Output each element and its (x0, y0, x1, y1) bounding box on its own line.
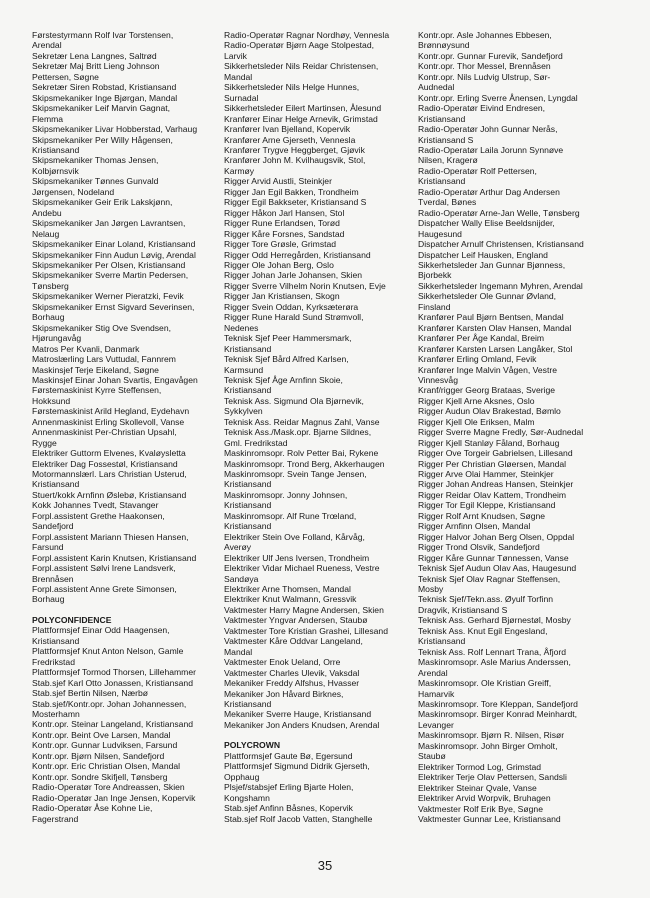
list-item: Skipsmekaniker Per Olsen, Kristiansand (32, 259, 186, 270)
list-item: Kristiansand (224, 343, 272, 354)
list-item: Elektriker Steinar Qvale, Vanse (418, 782, 537, 793)
list-item: Sandøya (224, 573, 259, 584)
list-item: Radio-Operatør Bjørn Aage Stolpestad, (224, 40, 374, 51)
list-item: Vinnesvåg (418, 374, 458, 385)
list-item: Maskinromsopr. Jonny Johnsen, (224, 489, 348, 500)
list-item: Forpl.assistent Anne Grete Simonsen, (32, 584, 177, 595)
column-2 (224, 30, 416, 824)
list-item: Farsund (32, 542, 64, 553)
list-item: Rigger Jan Egil Bakken, Trondheim (224, 186, 359, 197)
list-item: Vaktmester Yngvar Andersen, Staubø (224, 615, 368, 626)
list-item: Nilsen, Kragerø (418, 155, 478, 166)
section-title-polycrown: POLYCROWN (224, 740, 281, 751)
list-item: Kranfører Paul Bjørn Bentsen, Mandal (418, 312, 564, 323)
list-item: Borhaug (32, 312, 65, 323)
list-item: Sikkerhetsleder Ole Gunnar Øvland, (418, 291, 557, 302)
list-item: Kokk Johannes Tvedt, Stavanger (32, 500, 159, 511)
list-item: Forpl.assistent Grethe Haakonsen, (32, 510, 165, 521)
list-item: Arendal (32, 40, 62, 51)
list-item: Vaktmester Enok Ueland, Orre (224, 657, 341, 668)
list-item: Elektriker Vidar Michael Rueness, Vestre (224, 563, 380, 574)
list-item: Radio-Operatør John Gunnar Nerås, (418, 124, 558, 135)
list-item: Kristiansand (418, 636, 466, 647)
list-item: Plattformsjef Einar Odd Haagensen, (32, 625, 170, 636)
list-item: Stab.sjef Karl Otto Jonassen, Kristiansand (32, 677, 193, 688)
list-item: Kristiansand S (418, 134, 474, 145)
list-item: Maskinromsopr. Bjørn R. Nilsen, Risør (418, 730, 565, 741)
list-item: Rigger Arvid Austli, Steinkjer (224, 176, 332, 187)
list-item: Radio-Operatør Arthur Dag Andersen (418, 186, 560, 197)
list-item: Hokksund (32, 395, 71, 406)
list-item: Kristiansand (418, 113, 466, 124)
list-item: Radio-Operatør Ragnar Nordhøy, Vennesla (224, 30, 390, 40)
list-item: Rigger Ove Torgeir Gabrielsen, Lillesand (418, 448, 573, 459)
list-item: Kristiansand (224, 385, 272, 396)
list-item: Mekaniker Freddy Alfshus, Hvasser (224, 678, 360, 689)
list-item: Skipsmekaniker Tønnes Gunvald (32, 176, 159, 187)
list-item: Pettersen, Søgne (32, 71, 99, 82)
list-item: Elektriker Tormod Log, Grimstad (418, 761, 542, 772)
list-item: Stab.sjef Rolf Jacob Vatten, Stanghelle (224, 813, 373, 824)
list-item: Forpl.assistent Sølvi Irene Landsverk, (32, 563, 176, 574)
list-item: Tverdal, Bønes (418, 197, 477, 208)
polycrown-list (224, 751, 416, 824)
list-item: Plattformsjef Knut Anton Nelson, Gamle (32, 646, 184, 657)
list-item: Førstestyrmann Rolf Ivar Torstensen, (32, 30, 174, 40)
list-item: Rigger Rune Erlandsen, Torød (224, 218, 340, 229)
list-item: Rigger Kjell Ole Eriksen, Malm (418, 416, 535, 427)
list-item: Kranfører Erling Omland, Fevik (418, 354, 537, 365)
list-item: Rigger Arve Olai Hammer, Steinkjer (418, 469, 554, 480)
list-item: Maskinromsopr. Ole Kristian Greiff, (418, 678, 552, 689)
list-item: Nelaug (32, 228, 60, 239)
list-item: Mekaniker Jon Håvard Birknes, (224, 688, 344, 699)
column-1 (32, 30, 224, 824)
list-item: Kontr.opr. Sondre Skifjell, Tønsberg (32, 771, 168, 782)
list-item: Karmsund (224, 364, 264, 375)
list-item: Elektriker Ulf Jens Iversen, Trondheim (224, 552, 370, 563)
list-item: Radio-Operatør Åse Kohne Lie, (32, 803, 153, 814)
list-item: Skipsmekaniker Ernst Sigvard Severinsen, (32, 301, 195, 312)
list-item: Surnadal (224, 92, 259, 103)
list-item: Kontr.opr. Beint Ove Larsen, Mandal (32, 729, 171, 740)
list-item: Stab.sjef Anfinn Båsnes, Kopervik (224, 803, 353, 814)
column-2-list (224, 30, 416, 730)
list-item: Nedenes (224, 322, 259, 333)
list-item: Kristiansand (418, 176, 466, 187)
list-item: Borhaug (32, 594, 65, 605)
list-item: Skipsmekaniker Geir Erik Lakskjønn, (32, 197, 173, 208)
list-item: Kolbjørnsvik (32, 165, 79, 176)
list-item: Rigger Sverre Magne Fredly, Sør-Audnedal (418, 427, 584, 438)
list-item: Kontr.opr. Gunnar Furevik, Sandefjord (418, 50, 563, 61)
list-item: Rigger Svein Oddan, Kyrksæterøra (224, 301, 359, 312)
list-item: Kranfører Trygve Heggberget, Gjøvik (224, 144, 365, 155)
list-item: Teknisk Ass. Gerhard Bjørnestøl, Mosby (418, 615, 571, 626)
list-item: Kristiansand (32, 479, 80, 490)
list-item: Plsjef/stabsjef Erling Bjarte Holen, (224, 782, 354, 793)
list-item: Kranfører Arne Gjerseth, Vennesla (224, 134, 356, 145)
list-item: Sandefjord (32, 521, 74, 532)
list-item: Rigger Trond Olsvik, Sandefjord (418, 542, 540, 553)
list-item: Maskinromsopr. Birger Konrad Meinhardt, (418, 709, 578, 720)
list-item: Radio-Operatør Arne-Jan Welle, Tønsberg (418, 207, 580, 218)
list-item: Teknisk Ass. Rolf Lennart Trana, Åfjord (418, 646, 567, 657)
list-item: Kontr.opr. Asle Johannes Ebbesen, (418, 30, 552, 40)
list-item: Maskinromsopr. Alf Rune Trœland, (224, 510, 357, 521)
list-item: Rigger Rune Harald Sund Strømvoll, (224, 312, 364, 323)
list-item: Matros Per Kvanli, Danmark (32, 343, 140, 354)
page-number: 35 (317, 858, 333, 873)
list-item: Skipsmekaniker Per Willy Hågensen, (32, 134, 173, 145)
list-item: Audnedal (418, 82, 455, 93)
list-item: Dispatcher Wally Elise Beeldsnijder, (418, 218, 555, 229)
list-item: Sekretær Maj Britt Lieng Johnson (32, 61, 160, 72)
polyconfidence-list (32, 625, 224, 824)
list-item: Kranfører Ivan Bjelland, Kopervik (224, 124, 351, 135)
list-item: Rigger Kjell Stanløy Fåland, Borhaug (418, 437, 560, 448)
list-item: Rigger Kåre Forsnes, Sandstad (224, 228, 345, 239)
list-item: Skipsmekaniker Leif Marvin Gagnat, (32, 103, 171, 114)
list-item: Førstemaskinist Arild Hegland, Eydehavn (32, 406, 190, 417)
list-item: Skipsmekaniker Finn Audun Løvig, Arendal (32, 249, 196, 260)
list-item: Mosterhamn (32, 709, 80, 719)
list-item: Jørgensen, Nodeland (32, 186, 115, 197)
list-item: Finsland (418, 301, 451, 312)
list-item: Skipsmekaniker Werner Pieratzki, Fevik (32, 291, 184, 302)
list-item: Sykkylven (224, 406, 263, 417)
list-item: Sikkerhetsleder Jan Gunnar Bjønness, (418, 259, 566, 270)
list-item: Kontr.opr. Erling Sverre Ånensen, Lyngdal (418, 92, 578, 103)
list-item: Kontr.opr. Steinar Langeland, Kristiansand (32, 719, 194, 730)
list-item: Kontr.opr. Eric Christian Olsen, Mandal (32, 761, 181, 772)
list-item: Karmøy (224, 165, 255, 176)
list-item: Plattformsjef Gaute Bø, Egersund (224, 750, 353, 761)
list-item: Kongshamn (224, 792, 270, 803)
list-item: Radio-Operatør Jan Inge Jensen, Kopervik (32, 792, 196, 803)
list-item: Rigger Kjell Arne Aksnes, Oslo (418, 395, 535, 406)
list-item: Sikkerhetsleder Eilert Martinsen, Ålesund (224, 103, 382, 114)
list-item: Arendal (418, 667, 448, 678)
list-item: Skipsmekaniker Livar Hobberstad, Varhaug (32, 124, 198, 135)
list-item: Kristiansand (32, 635, 80, 646)
list-item: Teknisk Sjef Olav Ragnar Steffensen, (418, 573, 561, 584)
list-item: Rigger Audun Olav Brakestad, Bømlo (418, 406, 561, 417)
list-item: Førstemaskinist Kyrre Steffensen, (32, 385, 162, 396)
list-item: Rigger Johan Andreas Hansen, Steinkjer (418, 479, 574, 490)
column-3-list (418, 30, 620, 824)
list-item: Dispatcher Leif Hausken, England (418, 249, 548, 260)
list-item: Plattformsjef Sigmund Didrik Gjerseth, (224, 761, 370, 772)
list-item: Kristiansand (224, 479, 272, 490)
list-item: Vaktmester Rolf Erik Bye, Søgne (418, 803, 543, 814)
list-item: Elektriker Dag Fossestøl, Kristiansand (32, 458, 178, 469)
list-item: Maskinromsopr. Rolv Petter Bai, Rykene (224, 448, 379, 459)
list-item: Kranfører Karsten Larsen Langåker, Stol (418, 343, 573, 354)
list-item: Maskinromsopr. Trond Berg, Akkerhaugen (224, 458, 385, 469)
list-item: Kranfører Inge Malvin Vågen, Vestre (418, 364, 558, 375)
list-item: Radio-Operatør Rolf Pettersen, (418, 165, 537, 176)
list-item: Skipsmekaniker Einar Loland, Kristiansand (32, 239, 196, 250)
list-item: Elektriker Knut Walmann, Gressvik (224, 594, 357, 605)
list-item: Stab.sjef Bertin Nilsen, Nærbø (32, 688, 149, 699)
list-item: Rigger Tor Egil Kleppe, Kristiansand (418, 500, 556, 511)
list-item: Bjorbekk (418, 270, 452, 281)
list-item: Rigger Odd Herregården, Kristiansand (224, 249, 371, 260)
list-item: Brønnøysund (418, 40, 470, 51)
list-item: Forpl.assistent Mariann Thiesen Hansen, (32, 531, 189, 542)
list-item: Rigger Johan Jarle Johansen, Skien (224, 270, 363, 281)
column-1-list (32, 30, 224, 605)
list-item: Elektriker Arne Thomsen, Mandal (224, 584, 351, 595)
list-item: Rigger Håkon Jarl Hansen, Stol (224, 207, 345, 218)
section-title-polyconfidence: POLYCONFIDENCE (32, 614, 112, 625)
list-item: Kontr.opr. Nils Ludvig Ulstrup, Sør- (418, 71, 551, 82)
list-item: Teknisk Ass. Knut Egil Engesland, (418, 625, 548, 636)
list-item: Rigger Jan Kristiansen, Skogn (224, 291, 340, 302)
list-item: Hamarvik (418, 688, 455, 699)
list-item: Radio-Operatør Laila Jorunn Synnøve (418, 144, 564, 155)
list-item: Maskinromsopr. John Birger Omholt, (418, 740, 558, 751)
list-item: Rygge (32, 437, 57, 448)
list-item: Kontr.opr. Gunnar Ludviksen, Farsund (32, 740, 178, 751)
list-item: Mandal (224, 71, 253, 82)
list-item: Maskinromsopr. Svein Tange Jensen, (224, 469, 367, 480)
list-item: Larvik (224, 50, 247, 61)
list-item: Maskinromsopr. Tore Kleppan, Sandefjord (418, 699, 578, 709)
list-item: Kristiansand (224, 521, 272, 532)
list-item: Rigger Per Christian Gløersen, Mandal (418, 458, 567, 469)
list-item: Elektriker Arvid Worpvik, Bruhagen (418, 793, 551, 804)
list-item: Skipsmekaniker Jan Jørgen Lavrantsen, (32, 218, 186, 229)
list-item: Elektriker Guttorm Elvenes, Kvaløysletta (32, 448, 186, 459)
list-item: Rigger Ole Johan Berg, Oslo (224, 259, 334, 270)
list-item: Kristiansand (224, 500, 272, 511)
list-item: Rigger Arnfinn Olsen, Mandal (418, 521, 531, 532)
list-item: Annenmaskinist Erling Skollevoll, Vanse (32, 416, 185, 427)
list-item: Brennåsen (32, 573, 74, 584)
list-item: Rigger Reidar Olav Kattem, Trondheim (418, 489, 567, 500)
list-item: Teknisk Sjef/Tekn.ass. Øyulf Torfinn (418, 594, 554, 605)
list-item: Tønsberg (32, 280, 69, 291)
list-item: Teknisk Ass. Sigmund Ola Bjørnevik, (224, 395, 364, 406)
list-item: Sikkerhetsleder Ingemann Myhren, Arendal (418, 280, 583, 291)
list-item: Rigger Halvor Johan Berg Olsen, Oppdal (418, 531, 575, 542)
list-item: Rigger Tore Grøsle, Grimstad (224, 239, 337, 250)
list-item: Staubø (418, 751, 446, 762)
list-item: Motormannslærl. Lars Christian Usterud, (32, 469, 187, 480)
list-item: Skipsmekaniker Stig Ove Svendsen, (32, 322, 171, 333)
list-item: Mekaniker Jon Anders Knudsen, Arendal (224, 719, 380, 730)
list-item: Andebu (32, 207, 62, 218)
list-item: Annenmaskinist Per-Christian Upsahl, (32, 427, 177, 438)
list-item: Levanger (418, 719, 454, 730)
list-item: Kristiansand (224, 699, 272, 709)
list-item: Vaktmester Tore Kristian Grashei, Lillesand (224, 625, 388, 636)
list-item: Teknisk Sjef Peer Hammersmark, (224, 333, 352, 344)
list-item: Kontr.opr. Thor Messel, Brennåsen (418, 61, 551, 72)
list-item: Teknisk Sjef Bård Alfred Karlsen, (224, 354, 349, 365)
list-item: Sekretær Lena Langnes, Saltrød (32, 50, 157, 61)
list-item: Kranf/rigger Georg Brataas, Sverige (418, 385, 556, 396)
list-item: Gml. Fredrikstad (224, 437, 288, 448)
list-item: Kontr.opr. Bjørn Nilsen, Sandefjord (32, 750, 165, 761)
list-item: Matroslærling Lars Vuttudal, Fannrem (32, 354, 176, 365)
list-item: Kranfører John M. Kvilhaugsvik, Stol, (224, 155, 366, 166)
list-item: Skipsmekaniker Inge Bjørgan, Mandal (32, 92, 178, 103)
list-item: Rigger Rolf Arnt Knudsen, Søgne (418, 510, 546, 521)
list-item: Teknisk Ass. Reidar Magnus Zahl, Vanse (224, 416, 380, 427)
list-item: Stuert/kokk Arnfinn Øslebø, Kristiansand (32, 489, 187, 500)
list-item: Elektriker Terje Olav Pettersen, Sandsli (418, 772, 567, 783)
list-item: Mosby (418, 584, 444, 595)
list-item: Plattformsjef Tormod Thorsen, Lillehammer (32, 667, 196, 678)
list-item: Radio-Operatør Eivind Endresen, (418, 103, 546, 114)
list-item: Dispatcher Arnulf Christensen, Kristiansand (418, 239, 584, 250)
list-item: Sekretær Siren Robstad, Kristiansand (32, 82, 177, 93)
list-item: Vaktmester Gunnar Lee, Kristiansand (418, 813, 561, 824)
list-item: Fagerstrand (32, 813, 79, 824)
list-item: Haugesund (418, 228, 462, 239)
list-item: Teknisk Sjef Åge Arnfinn Skoie, (224, 374, 343, 385)
list-item: Flemma (32, 113, 64, 124)
list-item: Forpl.assistent Karin Knutsen, Kristiansand (32, 552, 197, 563)
list-item: Vaktmester Kåre Oddvar Langeland, (224, 636, 363, 647)
list-item: Maskinromsopr. Asle Marius Anderssen, (418, 657, 571, 668)
column-3 (418, 30, 620, 824)
list-item: Kranfører Per Åge Kandal, Breim (418, 333, 545, 344)
list-item: Dragvik, Kristiansand S (418, 604, 508, 615)
list-item: Maskinsjef Terje Eikeland, Søgne (32, 364, 159, 375)
list-item: Fredrikstad (32, 656, 75, 667)
list-item: Skipsmekaniker Sverre Martin Pedersen, (32, 270, 189, 281)
list-item: Rigger Kåre Gunnar Tønnessen, Vanse (418, 552, 569, 563)
list-item: Kristiansand (32, 144, 80, 155)
list-item: Skipsmekaniker Thomas Jensen, (32, 155, 159, 166)
list-item: Teknisk Sjef Audun Olav Aas, Haugesund (418, 563, 577, 574)
list-item: Mandal (224, 646, 253, 657)
list-item: Opphaug (224, 771, 260, 782)
list-item: Kranfører Einar Helge Arnevik, Grimstad (224, 113, 378, 124)
list-item: Kranfører Karsten Olav Hansen, Mandal (418, 322, 572, 333)
list-item: Vaktmester Charles Ulevik, Vaksdal (224, 667, 360, 678)
list-item: Radio-Operatør Tore Andreassen, Skien (32, 782, 185, 793)
list-item: Sikkerhetsleder Nils Helge Hunnes, (224, 82, 360, 93)
list-item: Mekaniker Sverre Hauge, Kristiansand (224, 709, 372, 720)
list-item: Rigger Egil Bakkseter, Kristiansand S (224, 197, 367, 208)
list-item: Teknisk Ass./Mask.opr. Bjarne Sildnes, (224, 427, 372, 438)
list-item: Elektriker Stein Ove Folland, Kårvåg, (224, 531, 365, 542)
list-item: Hjørungavåg (32, 333, 82, 344)
list-item: Vaktmester Harry Magne Andersen, Skien (224, 604, 384, 615)
list-item: Rigger Sverre Vilhelm Norin Knutsen, Evje (224, 280, 386, 291)
list-item: Stab.sjef/Kontr.opr. Johan Johannessen, (32, 698, 187, 709)
list-item: Maskinsjef Einar Johan Svartis, Engavågen (32, 374, 198, 385)
list-item: Sikkerhetsleder Nils Reidar Christensen, (224, 61, 379, 72)
list-item: Averøy (224, 542, 252, 553)
